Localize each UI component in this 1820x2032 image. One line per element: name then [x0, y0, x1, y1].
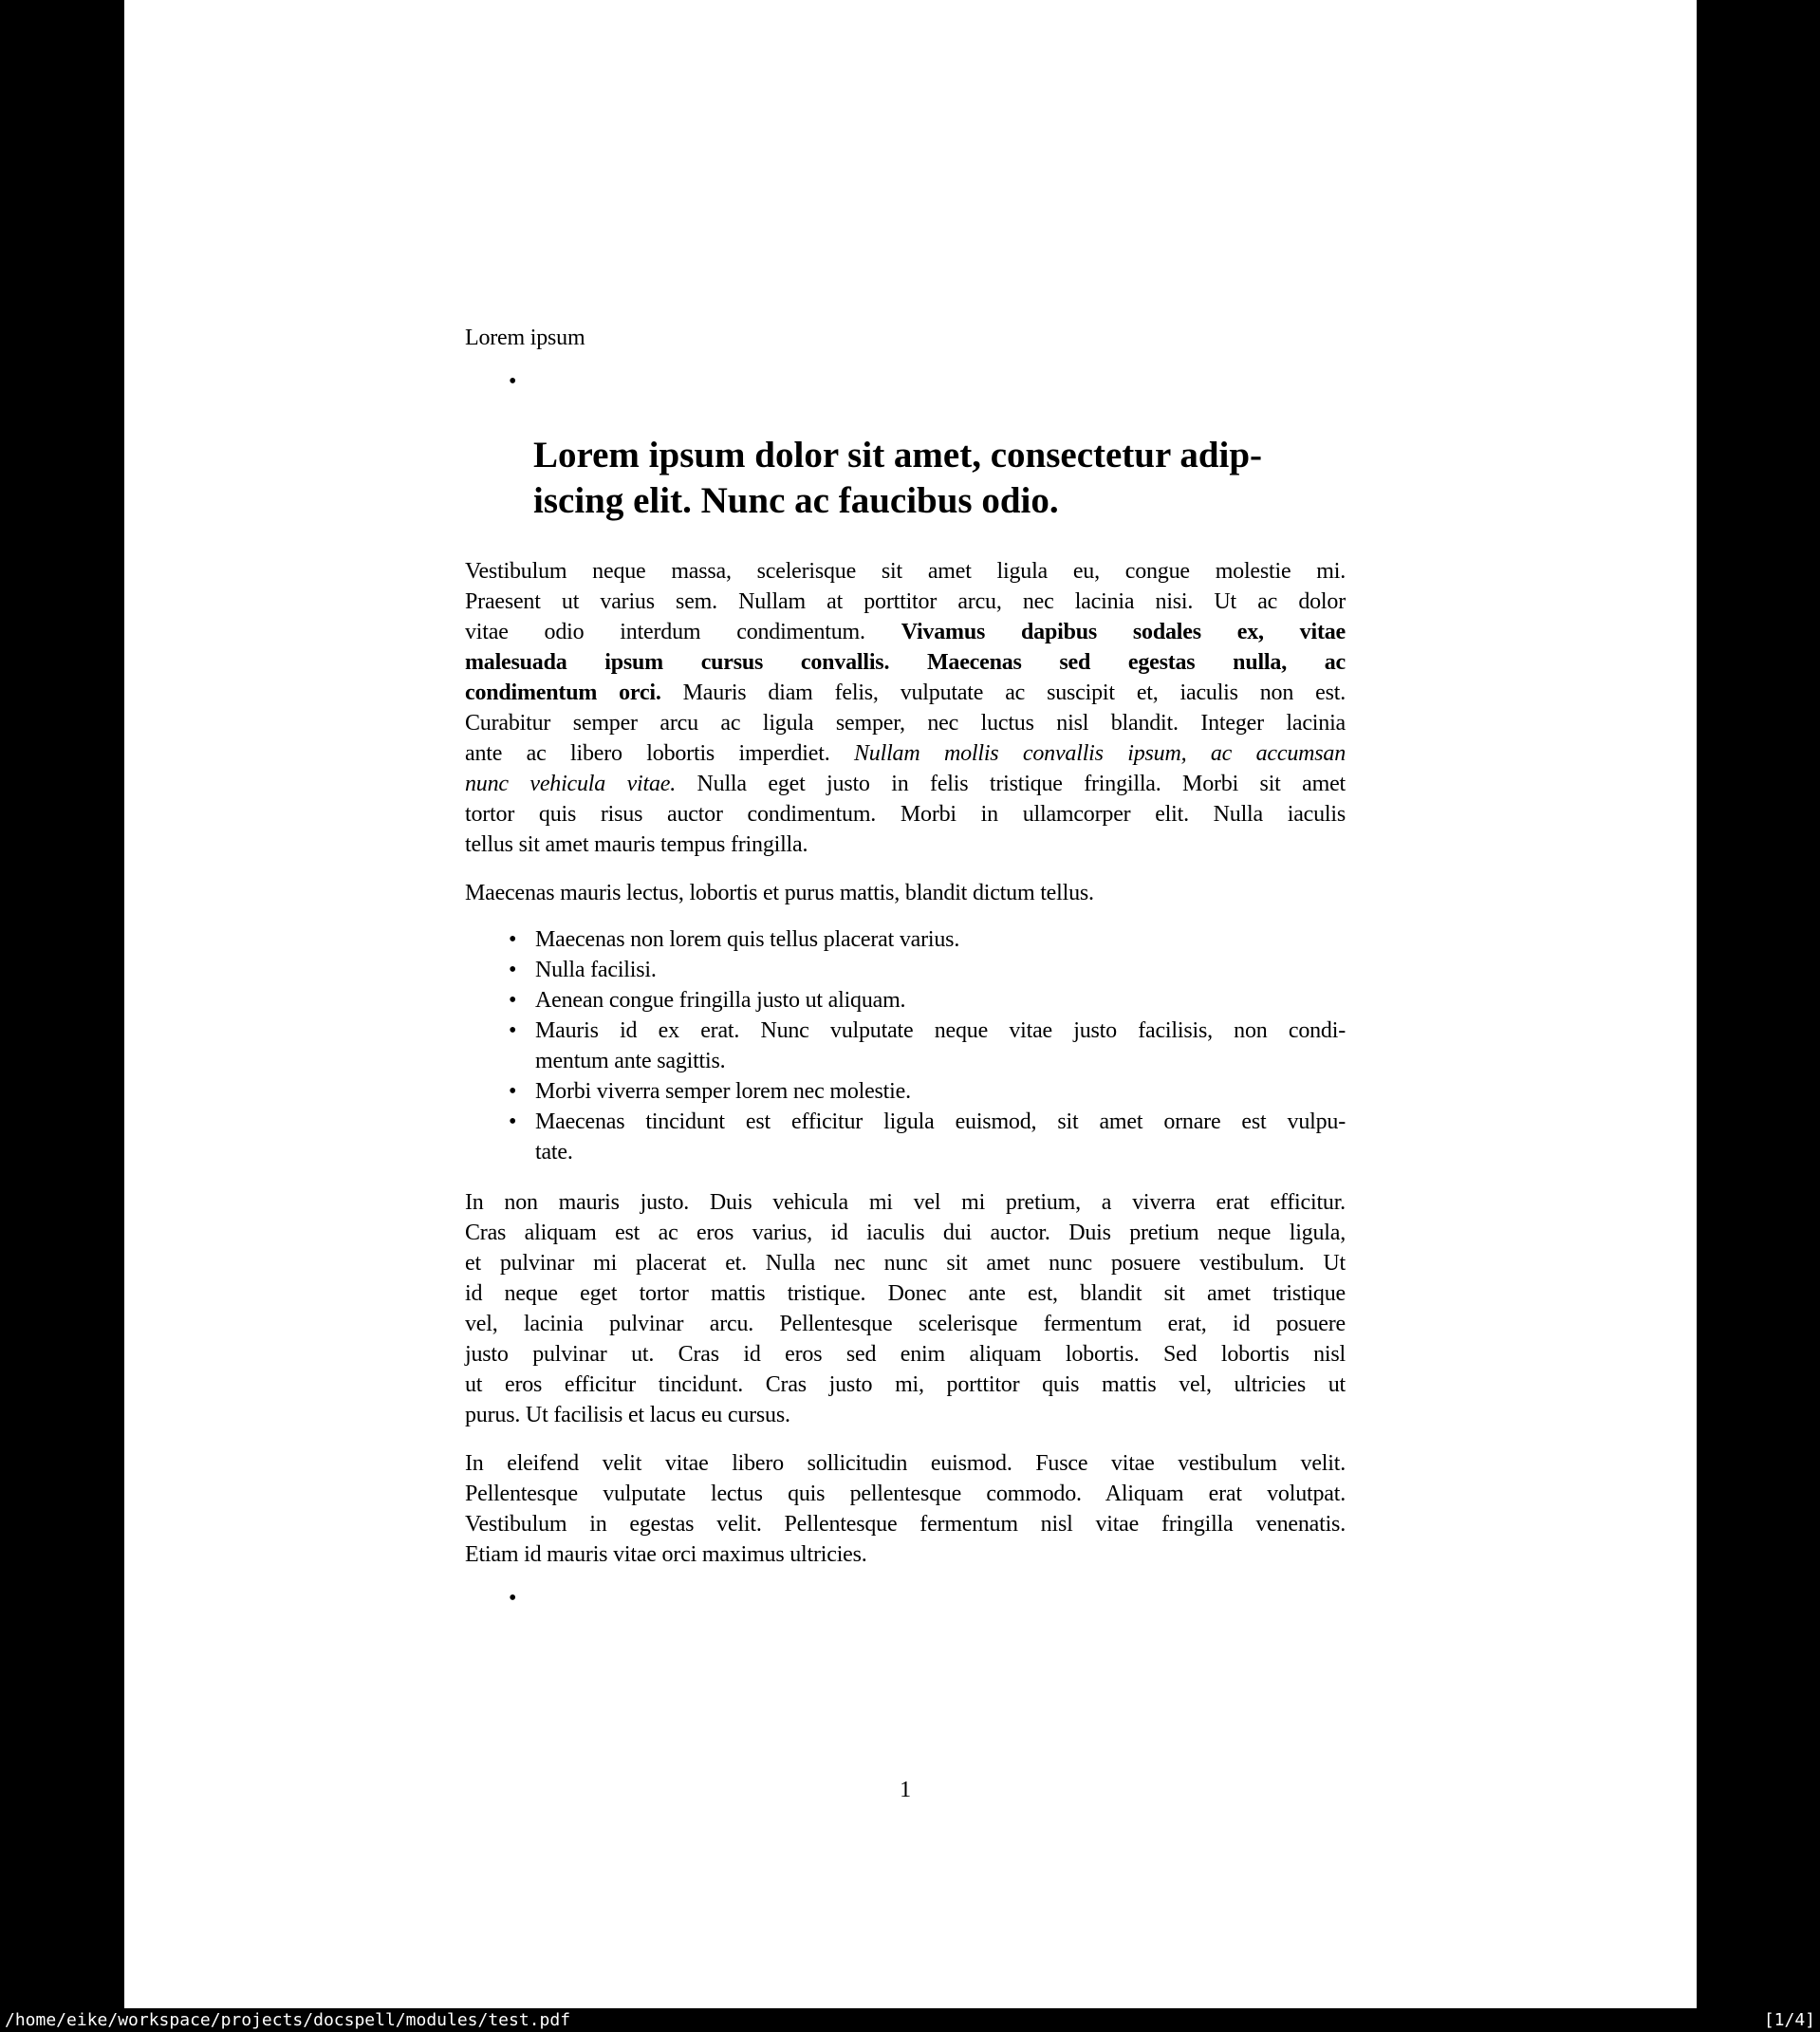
empty-list-item: [509, 366, 516, 397]
list-item: • Maecenas tincidunt est efficitur ligula euismod, sit amet ornare est vulpu- tate.: [465, 1107, 1346, 1167]
bullet-icon: •: [509, 1018, 517, 1043]
status-bar: [0, 2008, 1820, 2032]
file-path: /home/eike/workspace/projects/docspell/modules/test.pdf: [5, 2010, 571, 2030]
page-indicator: [1/4]: [1763, 2010, 1815, 2030]
list-item: • Maecenas non lorem quis tellus placerat varius.: [465, 924, 1346, 955]
bullet-list: [465, 924, 1346, 1167]
paragraph: Maecenas mauris lectus, lobortis et purus mattis, blandit dictum tellus.: [465, 881, 1094, 905]
paragraph: Vestibulum neque massa, scelerisque sit amet ligula eu, congue molestie mi. Praesent ut varius sem. Nullam at porttitor arcu, nec lacinia nisi. Ut ac dolor vitae odio interdum condimentum. Vivamus dapibus sodales ex, vitae malesuada ipsum cursus convallis. Maecenas sed egestas nulla, ac condimentum orci. Mauris diam felis, vulputate ac suscipit et, iaculis non est. Curabitur semper arcu ac ligula semper, nec luctus nisl blandit. Integer lacinia ante ac libero lobortis imperdiet. Nullam mollis convallis ipsum, ac accumsan nunc vehicula vitae. Nulla eget justo in felis tristique fringilla. Morbi sit amet tortor quis risus auctor condimentum. Morbi in ullamcorper elit. Nulla iaculis tellus sit amet mauris tempus fringilla.: [465, 559, 1346, 857]
bullet-icon: •: [509, 1079, 517, 1104]
bullet-icon: •: [509, 988, 517, 1013]
list-item: • Aenean congue fringilla justo ut aliquam.: [465, 985, 1346, 1016]
paragraph: In non mauris justo. Duis vehicula mi vel mi pretium, a viverra erat efficitur. Cras aliquam est ac eros varius, id iaculis dui auctor. Duis pretium neque ligula, et pulvinar mi placerat et. Nulla nec nunc sit amet nunc posuere vestibulum. Ut id neque eget tortor mattis tristique. Donec ante est, blandit sit amet tristique vel, lacinia pulvinar arcu. Pellentesque scelerisque fermentum erat, id posuere justo pulvinar ut. Cras id eros sed enim aliquam lobortis. Sed lobortis nisl ut eros efficitur tincidunt. Cras justo mi, porttitor quis mattis vel, ultricies ut purus. Ut facilisis et lacus eu cursus.: [465, 1190, 1346, 1427]
pdf-page[interactable]: [124, 0, 1697, 2008]
intro-line: Lorem ipsum: [465, 326, 585, 350]
section-heading: [533, 433, 1346, 524]
list-item: • Nulla facilisi.: [465, 955, 1346, 985]
bullet-icon: •: [509, 1109, 517, 1134]
bullet-icon: •: [509, 1586, 517, 1611]
section-heading-line-1: Lorem ipsum dolor sit amet, consectetur adip-: [533, 435, 1263, 475]
list-item: • Mauris id ex erat. Nunc vulputate neque vitae justo facilisis, non condi- mentum ante sagittis.: [465, 1016, 1346, 1076]
bullet-icon: •: [509, 927, 517, 952]
bullet-icon: •: [509, 369, 517, 394]
list-item: • Morbi viverra semper lorem nec molestie.: [465, 1076, 1346, 1107]
empty-list-item: [509, 1583, 516, 1613]
section-heading-line-2: iscing elit. Nunc ac faucibus odio.: [533, 480, 1059, 521]
page-number: 1: [900, 1778, 911, 1802]
bullet-icon: •: [509, 958, 517, 982]
paragraph: In eleifend velit vitae libero sollicitudin euismod. Fusce vitae vestibulum velit. Pellentesque vulputate lectus quis pellentesque commodo. Aliquam erat volutpat. Vestibulum in egestas velit. Pellentesque fermentum nisl vitae fringilla venenatis. Etiam id mauris vitae orci maximus ultricies.: [465, 1451, 1346, 1567]
